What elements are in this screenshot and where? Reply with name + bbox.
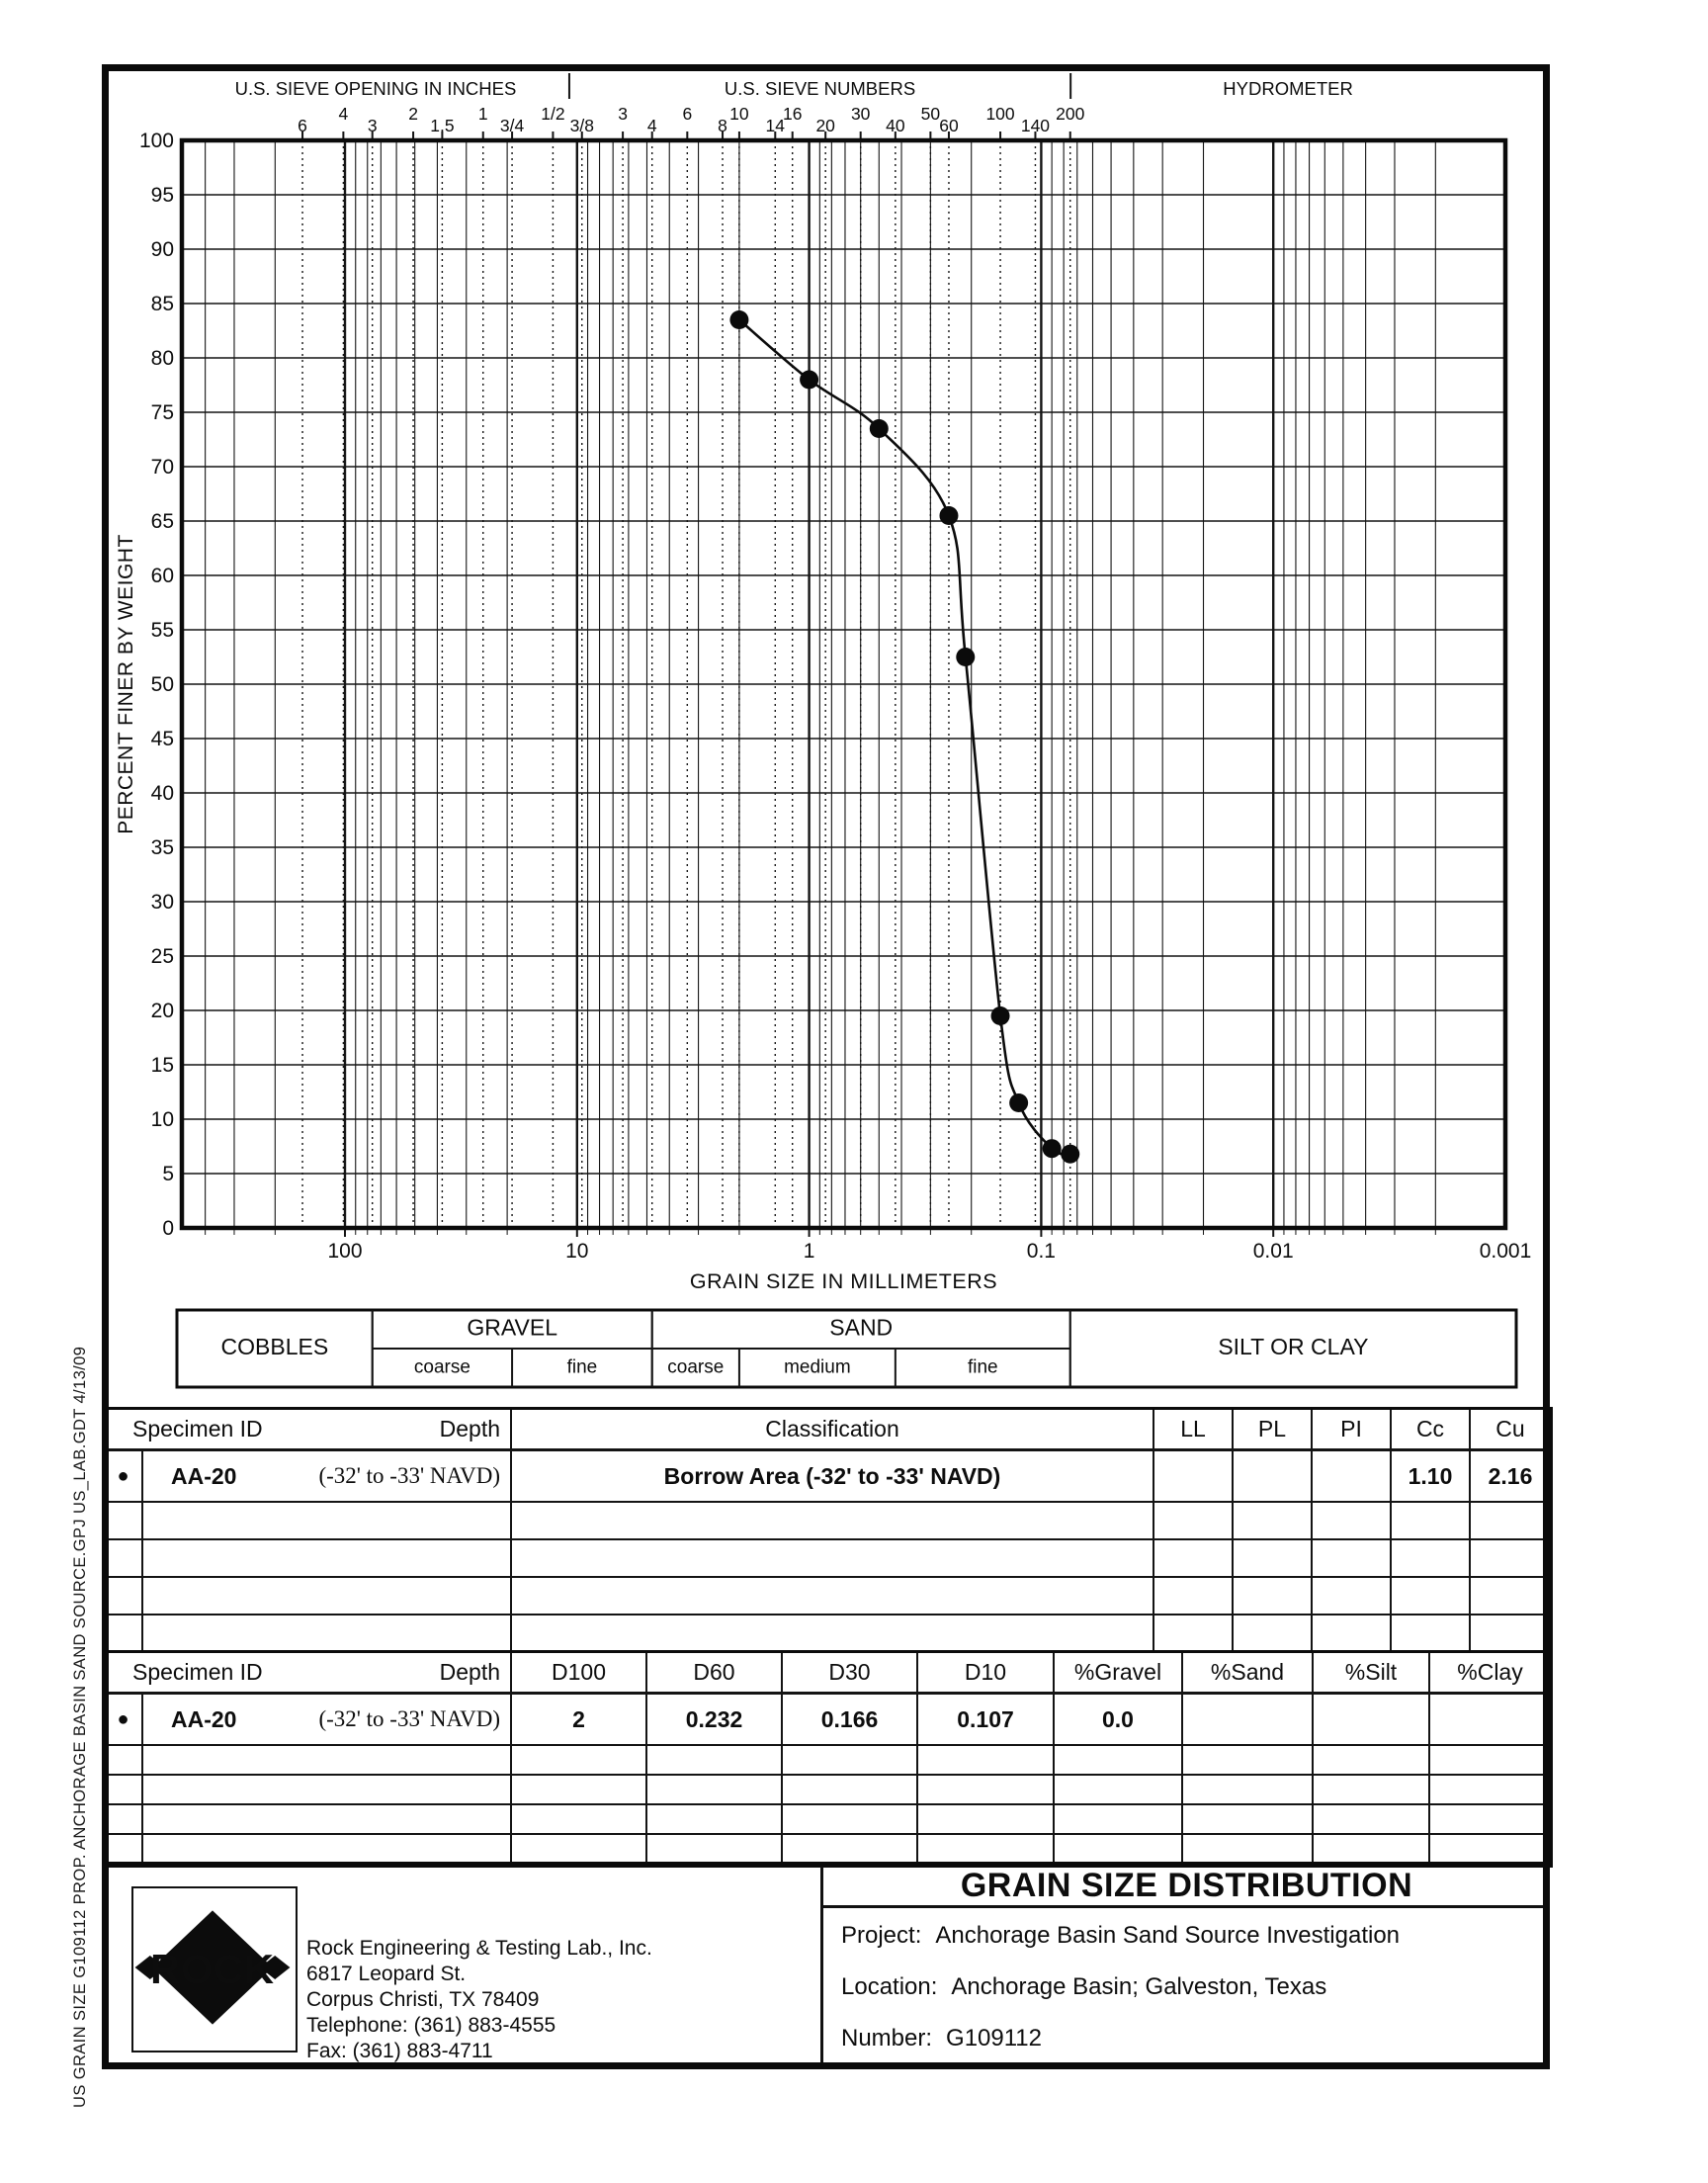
sieve-tick-label: 30	[850, 104, 871, 124]
empty-cell	[647, 1776, 783, 1805]
y-axis	[115, 130, 174, 1240]
empty-cell	[512, 1578, 1154, 1615]
specimen-id: AA-20	[171, 1462, 237, 1489]
empty-cell	[1183, 1746, 1314, 1776]
rock-logo	[131, 1886, 298, 2052]
column-header-pi: PI	[1313, 1410, 1392, 1451]
y-tick-label: 95	[150, 184, 174, 207]
empty-cell	[1183, 1805, 1314, 1835]
header-specimen-id: Specimen ID	[132, 1659, 263, 1685]
header-depth: Depth	[439, 1416, 500, 1441]
x-tick-label: 0.001	[1479, 1240, 1532, 1263]
specimen-id: AA-20	[171, 1705, 237, 1732]
empty-cell	[918, 1805, 1055, 1835]
empty-symbol-cell	[105, 1578, 143, 1615]
empty-cell	[918, 1746, 1055, 1776]
empty-cell	[783, 1805, 918, 1835]
y-tick-label: 35	[150, 836, 174, 859]
band-label: coarse	[413, 1356, 470, 1378]
column-header-d30: D30	[783, 1653, 918, 1695]
empty-symbol-cell	[105, 1776, 143, 1805]
sieve-tick-label: 140	[1020, 116, 1051, 135]
y-tick-label: 65	[150, 510, 174, 533]
specimen-depth: (-32' to -33' NAVD)	[318, 1706, 500, 1731]
empty-cell	[1430, 1805, 1550, 1835]
sieve-tick-label: 20	[815, 116, 835, 135]
empty-cell	[1314, 1805, 1430, 1835]
sieve-tick-label: 40	[886, 116, 905, 135]
top-section-label: U.S. SIEVE NUMBERS	[724, 78, 916, 99]
value-cc: 1.10	[1392, 1451, 1471, 1503]
empty-cell	[1313, 1540, 1392, 1578]
top-section-label: HYDROMETER	[1223, 78, 1353, 99]
empty-cell	[1392, 1540, 1471, 1578]
column-header-classification: Classification	[512, 1410, 1154, 1451]
empty-cell	[1313, 1615, 1392, 1653]
column-header-specimen-depth	[105, 1410, 512, 1451]
empty-cell	[512, 1776, 647, 1805]
empty-cell	[512, 1805, 647, 1835]
project-value: Anchorage Basin Sand Source Investigation	[935, 1922, 1401, 1949]
project-line	[841, 1922, 1550, 1950]
empty-cell	[143, 1615, 512, 1653]
empty-cell	[918, 1835, 1055, 1865]
empty-cell	[1392, 1615, 1471, 1653]
data-point	[729, 310, 748, 329]
empty-cell	[143, 1578, 512, 1615]
empty-cell	[647, 1746, 783, 1776]
footer	[102, 1862, 1550, 2069]
address-line: Telephone: (361) 883-4555	[306, 2014, 556, 2037]
column-header-d100: D100	[512, 1653, 647, 1695]
band-label: fine	[967, 1356, 998, 1378]
y-axis-title: PERCENT FINER BY WEIGHT	[115, 534, 137, 834]
top-axis-headers	[235, 73, 1353, 99]
band-label: GRAVEL	[467, 1314, 558, 1341]
number-value: G109112	[946, 2025, 1043, 2052]
y-tick-label: 25	[150, 945, 174, 968]
project-label: Project:	[841, 1922, 922, 1949]
x-tick-label: 10	[565, 1240, 589, 1263]
data-point	[800, 371, 818, 390]
empty-cell	[1430, 1835, 1550, 1865]
empty-cell	[1313, 1503, 1392, 1540]
specimen-depth: (-32' to -33' NAVD)	[318, 1463, 500, 1488]
sieve-tick-label: 1.5	[430, 116, 455, 135]
empty-symbol-cell	[105, 1805, 143, 1835]
value-cu: 2.16	[1471, 1451, 1550, 1503]
y-tick-label: 100	[138, 130, 174, 152]
empty-symbol-cell	[105, 1540, 143, 1578]
row-symbol: ●	[105, 1695, 143, 1746]
empty-cell	[1471, 1540, 1550, 1578]
header-depth: Depth	[439, 1659, 500, 1685]
value-clay	[1430, 1695, 1550, 1746]
empty-cell	[783, 1835, 918, 1865]
data-point	[1061, 1145, 1079, 1164]
sieve-tick-label: 6	[682, 104, 693, 124]
column-header-d10: D10	[918, 1653, 1055, 1695]
row-symbol: ●	[105, 1451, 143, 1503]
column-header-gravel: %Gravel	[1055, 1653, 1183, 1695]
band-label: SAND	[829, 1314, 894, 1341]
address-line: Fax: (361) 883-4711	[306, 2040, 493, 2062]
location-value: Anchorage Basin; Galveston, Texas	[951, 1973, 1327, 2000]
sieve-tick-label: 10	[729, 104, 749, 124]
y-tick-label: 70	[150, 456, 174, 479]
specimen-depth-cell	[143, 1451, 512, 1503]
data-point	[939, 506, 958, 525]
rock-logo-text: ROCK	[150, 1946, 275, 1993]
x-axis	[327, 1240, 1531, 1293]
value-ll	[1154, 1451, 1234, 1503]
empty-cell	[918, 1776, 1055, 1805]
footer-company-block	[102, 1867, 820, 2069]
empty-cell	[1234, 1615, 1313, 1653]
empty-cell	[512, 1746, 647, 1776]
empty-cell	[783, 1746, 918, 1776]
gradation-table	[102, 1650, 1553, 1868]
column-header-pl: PL	[1234, 1410, 1313, 1451]
band-label: SILT OR CLAY	[1218, 1334, 1369, 1360]
column-header-clay: %Clay	[1430, 1653, 1550, 1695]
column-header-sand: %Sand	[1183, 1653, 1314, 1695]
y-tick-label: 50	[150, 673, 174, 696]
sieve-tick-label: 14	[765, 116, 786, 135]
data-point	[991, 1006, 1010, 1025]
header-specimen-id: Specimen ID	[132, 1416, 263, 1441]
x-axis-title: GRAIN SIZE IN MILLIMETERS	[689, 1269, 998, 1293]
empty-cell	[1313, 1578, 1392, 1615]
empty-cell	[1234, 1578, 1313, 1615]
empty-cell	[143, 1776, 512, 1805]
empty-cell	[1154, 1578, 1234, 1615]
empty-symbol-cell	[105, 1503, 143, 1540]
side-caption: US GRAIN SIZE G109112 PROP. ANCHORAGE BASIN SAND SOURCE.GPJ US_LAB.GDT 4/13/09	[71, 1346, 89, 2108]
y-tick-label: 15	[150, 1054, 174, 1077]
sieve-tick-label: 8	[718, 116, 727, 135]
empty-cell	[1055, 1776, 1183, 1805]
empty-cell	[1055, 1835, 1183, 1865]
empty-cell	[1183, 1835, 1314, 1865]
y-tick-label: 80	[150, 347, 174, 370]
sieve-tick-label: 3	[618, 104, 628, 124]
empty-cell	[783, 1776, 918, 1805]
y-tick-label: 20	[150, 1000, 174, 1022]
empty-cell	[1314, 1776, 1430, 1805]
empty-cell	[647, 1805, 783, 1835]
band-label: medium	[784, 1356, 851, 1378]
value-sand	[1183, 1695, 1314, 1746]
column-header-silt: %Silt	[1314, 1653, 1430, 1695]
size-bands	[177, 1310, 1516, 1387]
y-tick-label: 10	[150, 1108, 174, 1131]
empty-cell	[143, 1805, 512, 1835]
number-line	[841, 2025, 1550, 2052]
address-line: Corpus Christi, TX 78409	[306, 1988, 540, 2011]
empty-symbol-cell	[105, 1835, 143, 1865]
empty-cell	[1055, 1805, 1183, 1835]
empty-cell	[143, 1835, 512, 1865]
empty-cell	[1314, 1746, 1430, 1776]
value-d30: 0.166	[783, 1695, 918, 1746]
y-tick-label: 5	[162, 1163, 174, 1185]
y-tick-label: 90	[150, 238, 174, 261]
sieve-tick-label: 50	[920, 104, 941, 124]
empty-cell	[647, 1835, 783, 1865]
address-line: Rock Engineering & Testing Lab., Inc.	[306, 1937, 652, 1960]
sieve-tick-label: 1/2	[541, 104, 565, 124]
sieve-tick-label: 200	[1056, 104, 1085, 124]
empty-cell	[1430, 1746, 1550, 1776]
column-header-ll: LL	[1154, 1410, 1234, 1451]
empty-cell	[1430, 1776, 1550, 1805]
sieve-tick-label: 16	[782, 104, 803, 124]
empty-cell	[1314, 1835, 1430, 1865]
empty-cell	[1055, 1746, 1183, 1776]
x-tick-label: 1	[803, 1240, 815, 1263]
sieve-tick-label: 4	[338, 104, 349, 124]
empty-symbol-cell	[105, 1615, 143, 1653]
sieve-tick-label: 2	[408, 104, 418, 124]
empty-cell	[1471, 1578, 1550, 1615]
empty-cell	[512, 1540, 1154, 1578]
empty-cell	[1471, 1615, 1550, 1653]
report-info	[823, 1908, 1550, 2076]
value-classification: Borrow Area (-32' to -33' NAVD)	[512, 1451, 1154, 1503]
empty-cell	[512, 1615, 1154, 1653]
address-line: 6817 Leopard St.	[306, 1963, 467, 1985]
empty-cell	[143, 1746, 512, 1776]
y-tick-label: 45	[150, 728, 174, 750]
value-gravel: 0.0	[1055, 1695, 1183, 1746]
value-d10: 0.107	[918, 1695, 1055, 1746]
y-tick-label: 0	[162, 1217, 174, 1240]
location-label: Location:	[841, 1973, 938, 2000]
footer-report-block	[820, 1867, 1550, 2069]
value-pl	[1234, 1451, 1313, 1503]
sieve-tick-label: 3	[367, 116, 378, 135]
empty-cell	[1234, 1503, 1313, 1540]
value-silt	[1314, 1695, 1430, 1746]
x-tick-label: 0.1	[1026, 1240, 1057, 1263]
top-section-label: U.S. SIEVE OPENING IN INCHES	[234, 78, 517, 99]
classification-table	[102, 1407, 1553, 1656]
sieve-tick-label: 3/4	[499, 116, 525, 135]
plot-grid	[182, 140, 1505, 1237]
data-point	[870, 419, 889, 438]
band-label: fine	[566, 1356, 598, 1378]
value-pi	[1313, 1451, 1392, 1503]
empty-cell	[1154, 1540, 1234, 1578]
sieve-tick-label: 3/8	[569, 116, 594, 135]
column-header-cc: Cc	[1392, 1410, 1471, 1451]
value-d60: 0.232	[647, 1695, 783, 1746]
sieve-tick-label: 100	[985, 104, 1015, 124]
empty-cell	[1234, 1540, 1313, 1578]
value-d100: 2	[512, 1695, 647, 1746]
empty-symbol-cell	[105, 1746, 143, 1776]
empty-cell	[1154, 1503, 1234, 1540]
band-label: coarse	[667, 1356, 725, 1378]
empty-cell	[1183, 1776, 1314, 1805]
y-tick-label: 85	[150, 293, 174, 315]
data-point	[1043, 1139, 1062, 1158]
x-tick-label: 0.01	[1252, 1240, 1294, 1263]
empty-cell	[512, 1503, 1154, 1540]
empty-cell	[143, 1540, 512, 1578]
band-label: COBBLES	[220, 1334, 329, 1360]
empty-cell	[512, 1835, 647, 1865]
y-tick-label: 30	[150, 891, 174, 914]
column-header-d60: D60	[647, 1653, 783, 1695]
number-label: Number:	[841, 2025, 933, 2052]
sieve-tick-label: 1	[477, 104, 488, 124]
y-tick-label: 55	[150, 619, 174, 642]
specimen-depth-cell	[143, 1695, 512, 1746]
sieve-tick-label: 4	[646, 116, 657, 135]
empty-cell	[1154, 1615, 1234, 1653]
data-point	[956, 648, 975, 666]
empty-cell	[1392, 1503, 1471, 1540]
sieve-tick-label: 6	[298, 116, 307, 135]
empty-cell	[1471, 1503, 1550, 1540]
column-header-specimen-depth	[105, 1653, 512, 1695]
data-point	[1009, 1093, 1028, 1112]
rock-diamond-icon	[133, 1888, 292, 2047]
empty-cell	[1392, 1578, 1471, 1615]
report-title: GRAIN SIZE DISTRIBUTION	[823, 1867, 1550, 1908]
y-tick-label: 40	[150, 782, 174, 805]
empty-cell	[143, 1503, 512, 1540]
y-tick-label: 75	[150, 401, 174, 424]
y-tick-label: 60	[150, 565, 174, 587]
x-tick-label: 100	[327, 1240, 363, 1263]
location-line	[841, 1973, 1550, 2001]
company-address	[306, 1936, 652, 2064]
column-header-cu: Cu	[1471, 1410, 1550, 1451]
sieve-tick-label: 60	[939, 116, 959, 135]
gradation-curve	[739, 320, 1070, 1155]
